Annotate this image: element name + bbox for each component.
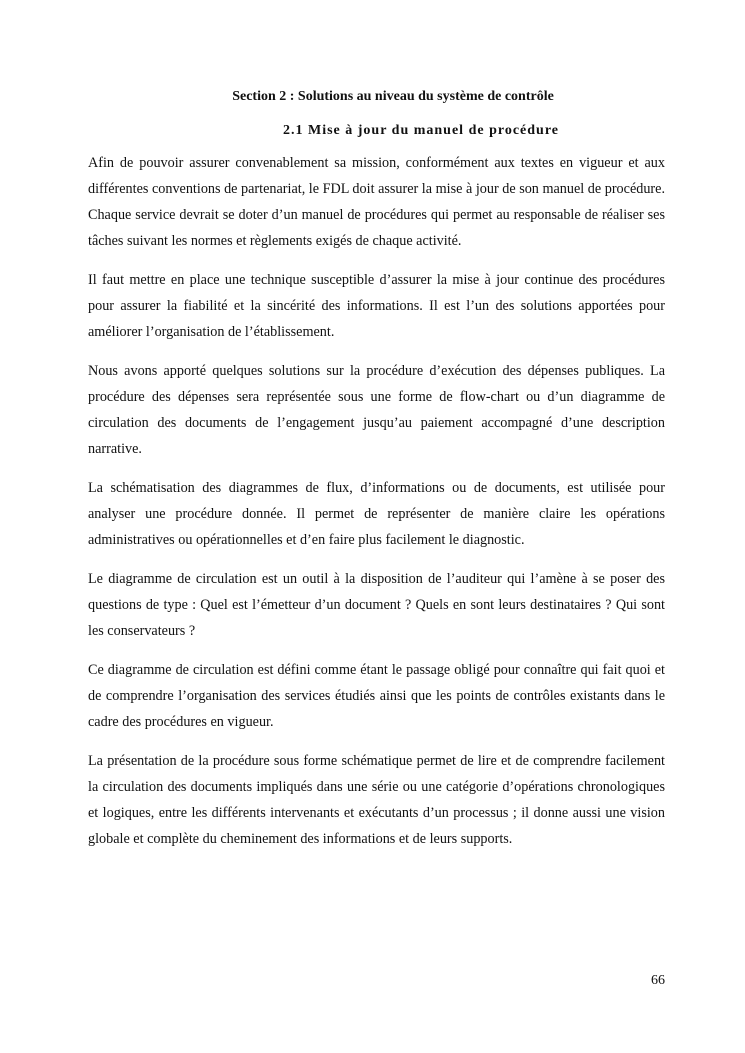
- page-number: 66: [651, 973, 665, 988]
- paragraph-3: Nous avons apporté quelques solutions sur la procédure d’exécution des dépenses publiques. La procédure des dépenses sera représentée sous une forme de flow-chart ou d’un diagramme de circulation des documents de l’engagement jusqu’au paiement accompagné d’une description narrative.: [88, 363, 665, 457]
- paragraph-5: Le diagramme de circulation est un outil à la disposition de l’auditeur qui l’amène à se poser des questions de type : Quel est l’émetteur d’un document ? Quels en sont leurs destinataires ? Qui sont les conservateurs ?: [88, 571, 665, 639]
- paragraph-4: La schématisation des diagrammes de flux, d’informations ou de documents, est utilisée pour analyser une procédure donnée. Il permet de représenter de manière claire les opérations administratives ou opérationnelles et d’en faire plus facilement le diagnostic.: [88, 480, 665, 548]
- paragraph-2: Il faut mettre en place une technique susceptible d’assurer la mise à jour continue des procédures pour assurer la fiabilité et la sincérité des informations. Il est l’un des solutions apportées pour améliorer l’organisation de l’établissement.: [88, 272, 665, 340]
- paragraph-7: La présentation de la procédure sous forme schématique permet de lire et de comprendre facilement la circulation des documents impliqués dans une série ou une catégorie d’opérations chronologiques et logiques, entre les différents intervenants et exécutants d’un processus ; il donne aussi une vision globale et complète du cheminement des informations et de leurs supports.: [88, 753, 665, 847]
- body-text: [88, 150, 665, 865]
- paragraph-1: Afin de pouvoir assurer convenablement sa mission, conformément aux textes en vigueur et aux différentes conventions de partenariat, le FDL doit assurer la mise à jour de son manuel de procédure. Chaque service devrait se doter d’un manuel de procédures qui permet au responsable de réaliser ses tâches suivant les normes et règlements exigés de chaque activité.: [88, 155, 665, 249]
- paragraph-6: Ce diagramme de circulation est défini comme étant le passage obligé pour connaître qui fait quoi et de comprendre l’organisation des services étudiés ainsi que les points de contrôles existants dans le cadre des procédures en vigueur.: [88, 662, 665, 730]
- subsection-title: 2.1 Mise à jour du manuel de procédure: [282, 123, 559, 138]
- section-title: Section 2 : Solutions au niveau du système de contrôle: [232, 89, 554, 104]
